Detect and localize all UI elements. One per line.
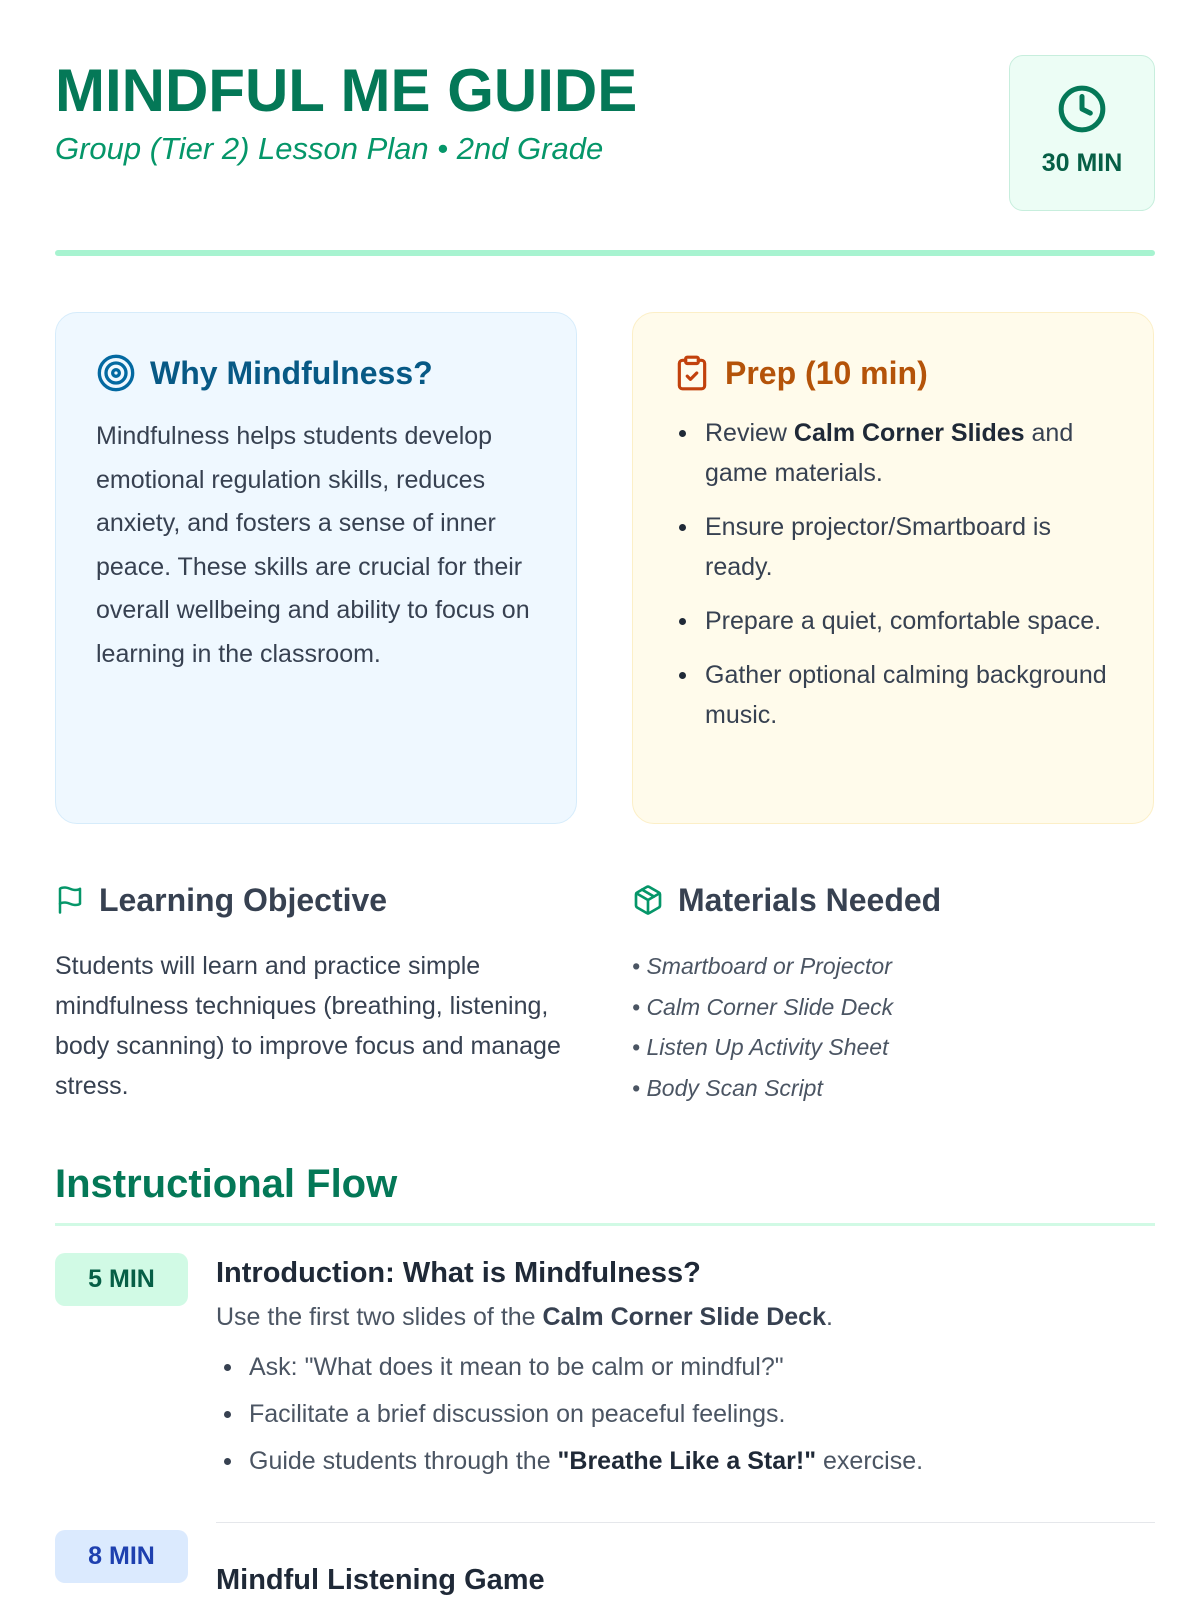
clock-icon [1057, 84, 1107, 134]
step-list-item: Facilitate a brief discussion on peaceful feelings. [216, 1394, 1155, 1434]
page-title: MINDFUL ME GUIDE [55, 57, 638, 124]
step-time-badge: 8 MIN [55, 1530, 188, 1583]
page-subtitle: Group (Tier 2) Lesson Plan • 2nd Grade [55, 131, 604, 166]
prep-item: Review Calm Corner Slides and game materials. [673, 413, 1113, 493]
material-item: • Body Scan Script [632, 1074, 823, 1101]
learning-objective-text: Students will learn and practice simple mindfulness techniques (breathing, listening, body scanning) to improve focus and manage stress. [55, 952, 561, 1100]
duration-box [1009, 55, 1155, 211]
step-description: Use the first two slides of the Calm Corner Slide Deck. [216, 1303, 833, 1331]
instructional-flow-title: Instructional Flow [55, 1162, 398, 1206]
prep-list [673, 413, 1113, 735]
flag-icon [55, 883, 85, 917]
prep-title: Prep (10 min) [725, 355, 928, 391]
material-item: • Calm Corner Slide Deck [632, 993, 894, 1020]
why-mindfulness-title: Why Mindfulness? [150, 355, 433, 391]
material-item: • Smartboard or Projector [632, 953, 892, 979]
step-title: Mindful Listening Game [216, 1564, 545, 1596]
clipboard-check-icon [673, 353, 711, 393]
page-header [55, 55, 1155, 215]
box-icon [632, 883, 664, 917]
why-mindfulness-text: Mindfulness helps students develop emotional regulation skills, reduces anxiety, and fosters a sense of inner peace. These skills are crucial for their overall wellbeing and ability to focus on learning in the classroom. [96, 422, 530, 668]
step-title: Introduction: What is Mindfulness? [216, 1257, 701, 1289]
prep-item: Prepare a quiet, comfortable space. [673, 601, 1113, 641]
step-time-badge: 5 MIN [55, 1253, 188, 1306]
materials-title: Materials Needed [678, 882, 942, 918]
learning-objective-section [55, 880, 575, 1106]
duration-label: 30 MIN [1041, 149, 1123, 177]
step-separator [216, 1522, 1155, 1523]
prep-item: Ensure projector/Smartboard is ready. [673, 507, 1113, 587]
flow-divider [55, 1223, 1155, 1226]
material-item: • Listen Up Activity Sheet [632, 1034, 889, 1060]
prep-card [632, 312, 1154, 824]
step-list [216, 1347, 1155, 1481]
materials-section [632, 880, 1152, 1108]
learning-objective-title: Learning Objective [99, 882, 388, 918]
prep-item: Gather optional calming background music. [673, 655, 1113, 735]
header-divider [55, 250, 1155, 256]
materials-list [632, 946, 1152, 1108]
step-list-item: Guide students through the "Breathe Like a Star!" exercise. [216, 1441, 1155, 1481]
target-icon [96, 353, 136, 393]
why-mindfulness-card [55, 312, 577, 824]
step-list-item: Ask: "What does it mean to be calm or mindful?" [216, 1347, 1155, 1387]
